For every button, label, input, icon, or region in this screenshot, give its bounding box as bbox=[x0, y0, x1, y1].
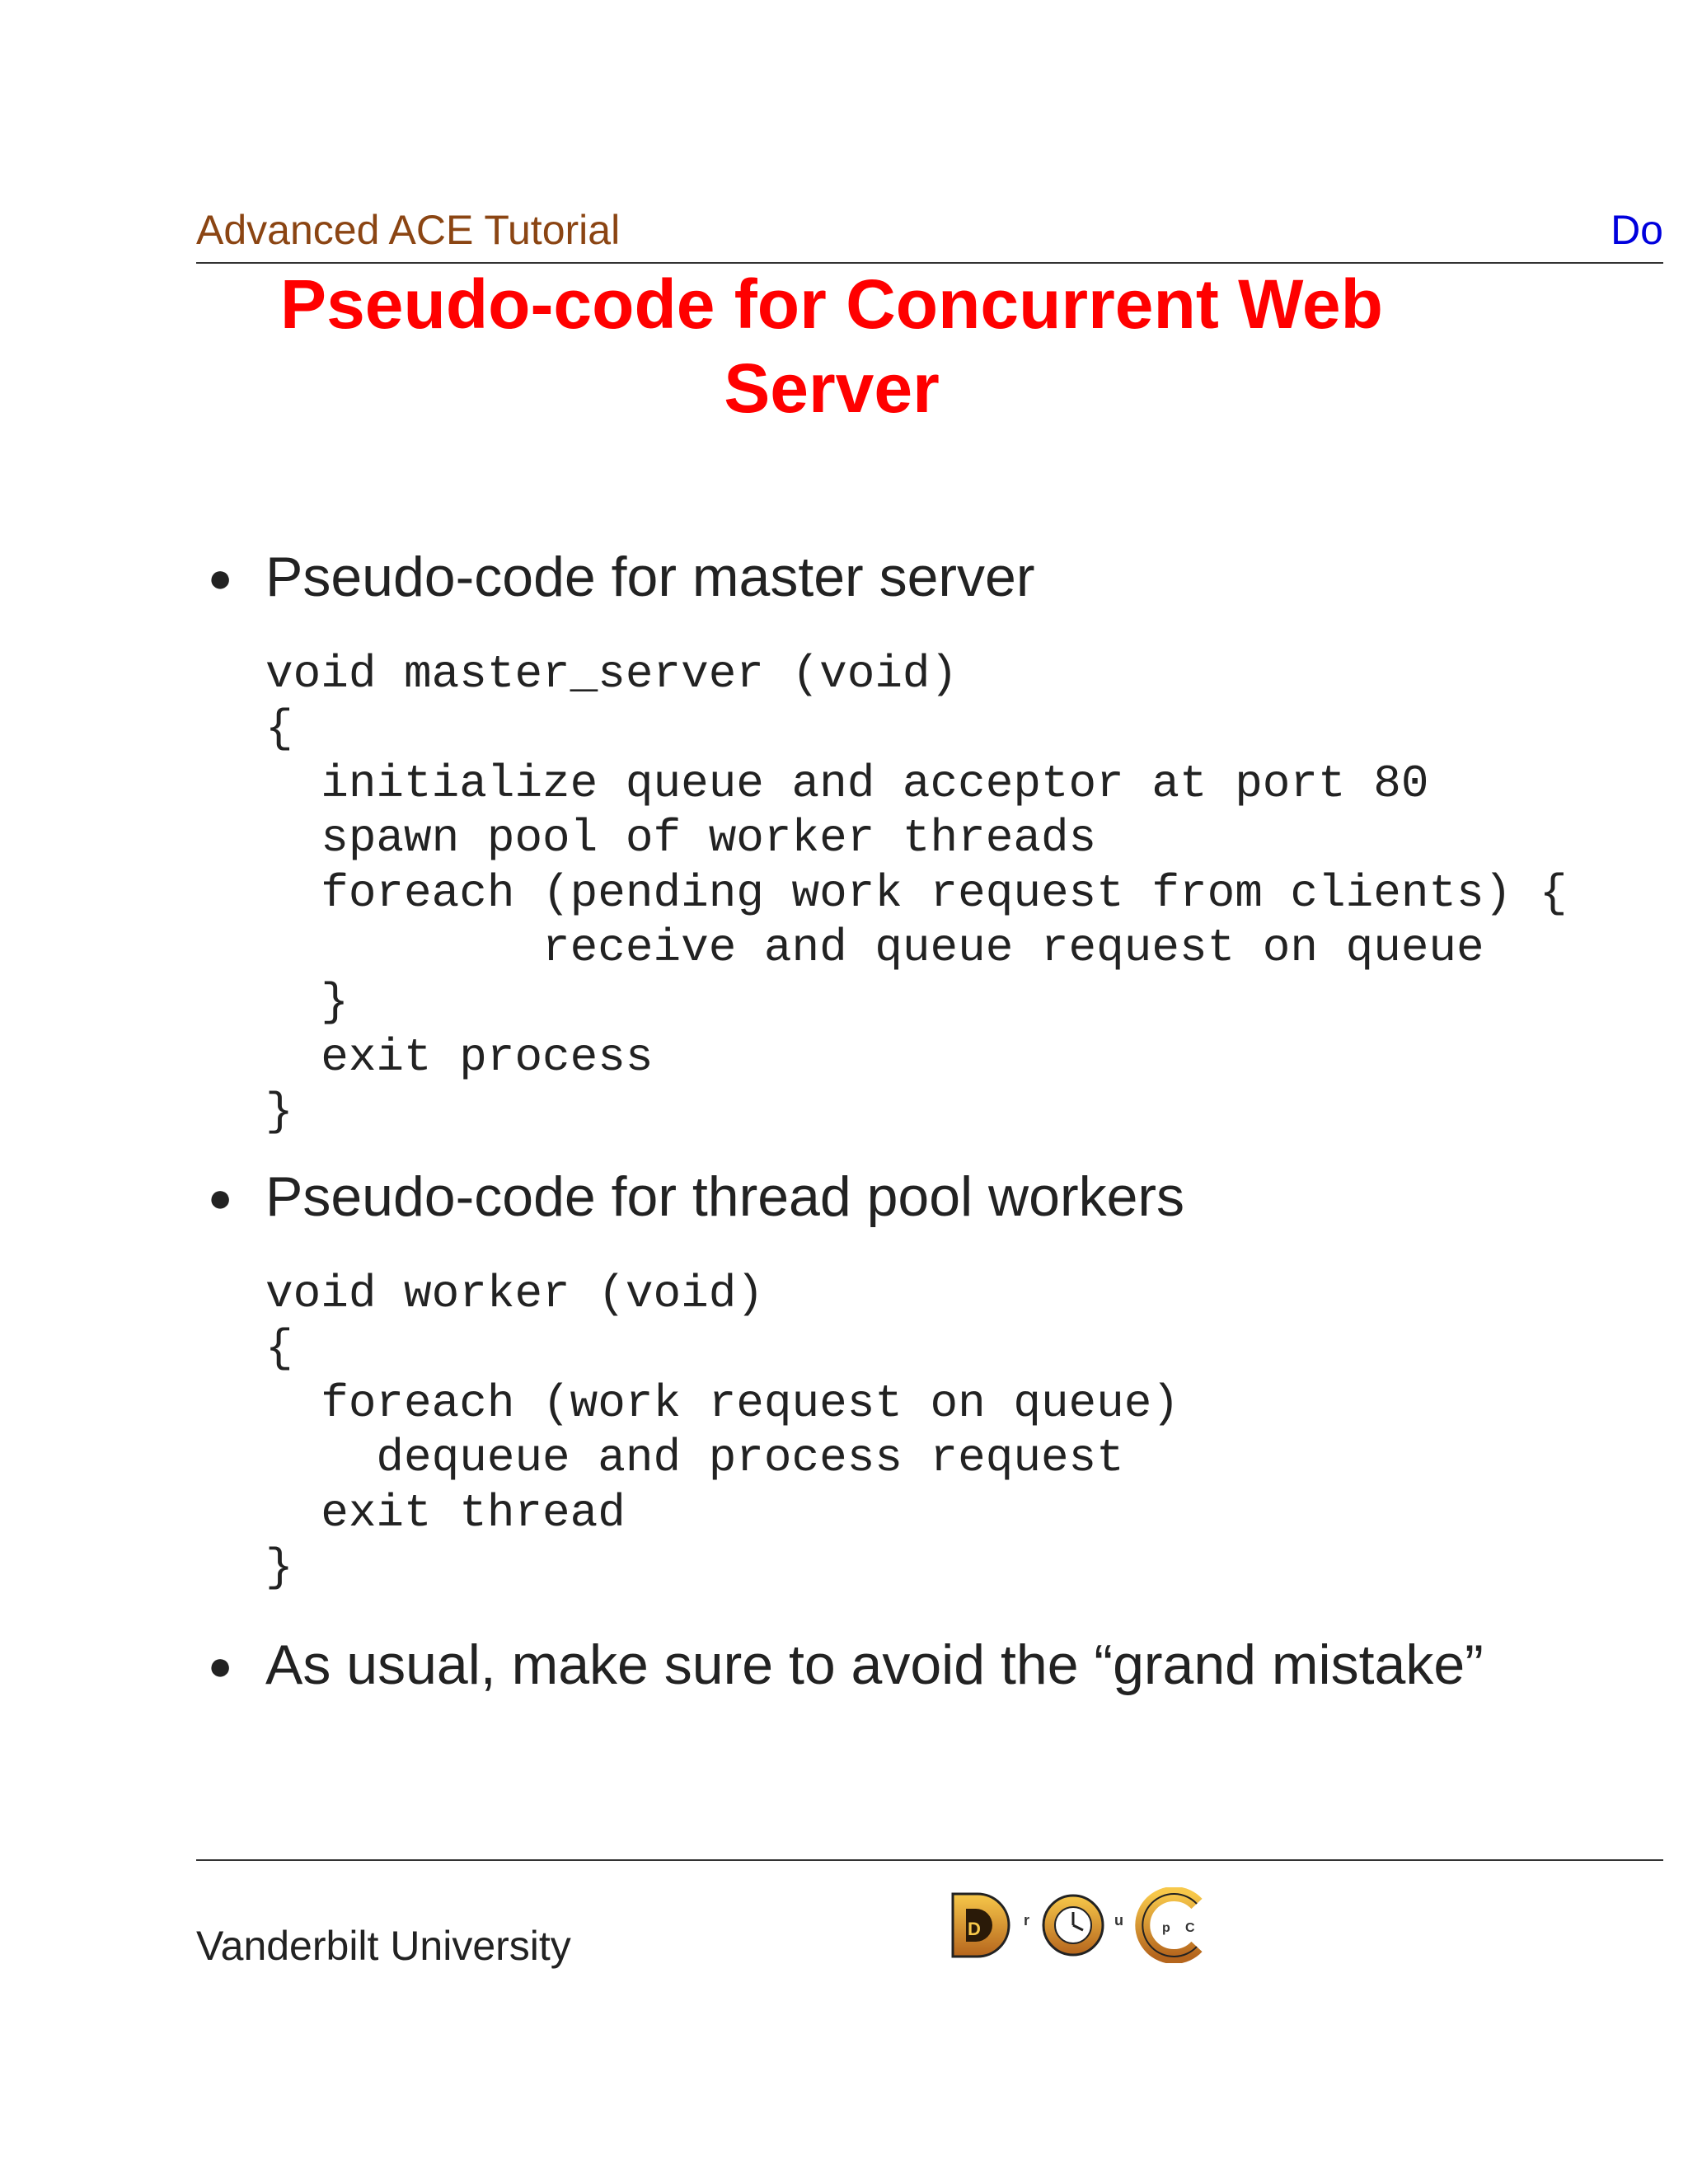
svg-text:p: p bbox=[1162, 1921, 1170, 1935]
slide-title bbox=[196, 262, 1467, 430]
bullet-text: Pseudo-code for thread pool workers bbox=[265, 1165, 1185, 1228]
bullet-master-server bbox=[208, 544, 1035, 614]
code-block-worker: void worker (void) { foreach (work request on queue) dequeue and process request exit thread } bbox=[265, 1268, 1179, 1595]
bullet-text: As usual, make sure to avoid the “grand mistake” bbox=[265, 1633, 1484, 1696]
header-section-title: Do bbox=[1611, 207, 1663, 253]
slide-title-line-1: Pseudo-code for Concurrent Web bbox=[280, 265, 1383, 343]
svg-text:C: C bbox=[1185, 1921, 1195, 1935]
slide-title-line-2: Server bbox=[724, 349, 940, 427]
code-block-master-server: void master_server (void) { initialize queue and acceptor at port 80 spawn pool of worker threads foreach (pending work request from clients) { receive and queue request on queue } exit process } bbox=[265, 648, 1568, 1139]
bullet-grand-mistake bbox=[208, 1632, 1484, 1702]
footer-divider bbox=[196, 1859, 1663, 1861]
svg-text:D: D bbox=[968, 1919, 981, 1939]
bullet-dot-icon: ● bbox=[208, 1643, 233, 1690]
footer-university: Vanderbilt University bbox=[196, 1923, 571, 1969]
bullet-thread-pool-workers bbox=[208, 1164, 1184, 1234]
header-course-title: Advanced ACE Tutorial bbox=[196, 207, 621, 253]
bullet-dot-icon: ● bbox=[208, 555, 233, 602]
svg-text:r: r bbox=[1024, 1912, 1030, 1929]
bullet-dot-icon: ● bbox=[208, 1174, 233, 1221]
doc-group-logo bbox=[950, 1887, 1210, 1963]
svg-text:u: u bbox=[1114, 1912, 1123, 1929]
bullet-text: Pseudo-code for master server bbox=[265, 546, 1035, 608]
